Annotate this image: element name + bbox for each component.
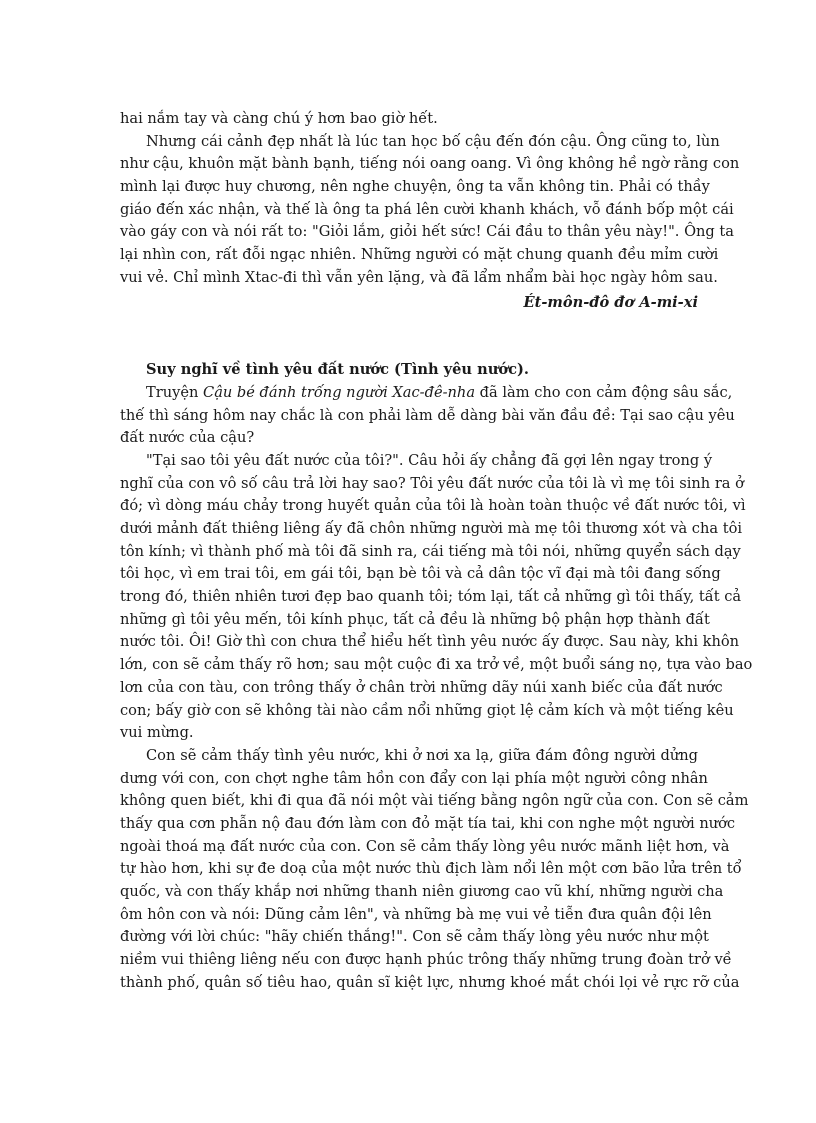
p5-line: quốc, và con thấy khắp nơi những thanh niên giương cao vũ khí, những người cha: [120, 883, 724, 901]
p5-line: đường với lời chúc: "hãy chiến thắng!". Con sẽ cảm thấy lòng yêu nước như một: [120, 928, 709, 946]
p4-line: dưới mảnh đất thiêng liêng ấy đã chôn những người mà mẹ tôi thương xót và cha tôi: [120, 520, 743, 538]
story-title: Cậu bé đánh trống người Xac-đê-nha: [203, 383, 476, 401]
p5-line: không quen biết, khi đi qua đã nói một vài tiếng bằng ngôn ngữ của con. Con sẽ cảm: [120, 792, 749, 810]
p2-line: lại nhìn con, rất đỗi ngạc nhiên. Những người có mặt chung quanh đều mỉm cười: [120, 246, 719, 264]
p1-line: hai nắm tay và càng chú ý hơn bao giờ hết.: [120, 110, 438, 127]
p4-line: "Tại sao tôi yêu đất nước của tôi?". Câu hỏi ấy chẳng đã gợi lên ngay trong ý: [146, 451, 713, 469]
p5-line: thành phố, quân số tiêu hao, quân sĩ kiệt lực, nhưng khoé mắt chói lọi vẻ rực rỡ của: [120, 973, 740, 991]
p4-line: tôi học, vì em trai tôi, em gái tôi, bạn bè tôi và cả dân tộc vĩ đại mà tôi đang sống: [120, 565, 721, 583]
p3-line: thế thì sáng hôm nay chắc là con phải làm dễ dàng bài văn đầu đề: Tại sao cậu yêu: [120, 406, 735, 424]
p5-line: ôm hôn con và nói: Dũng cảm lên", và những bà mẹ vui vẻ tiễn đưa quân đội lên: [120, 905, 712, 923]
p5-line: tự hào hơn, khi sự đe doạ của một nước thù địch làm nổi lên một cơn bão lửa trên tổ: [120, 860, 742, 878]
paragraph-stadium-scene: [120, 131, 740, 290]
p5-line: thấy qua cơn phẫn nộ đau đớn làm con đỏ mặt tía tai, khi con nghe một người nước: [120, 814, 736, 832]
p4-line: nước tôi. Ôi! Giờ thì con chưa thể hiểu hết tình yêu nước ấy được. Sau này, khi khôn: [120, 633, 740, 651]
p2-line: mình lại được huy chương, nên nghe chuyện, ông ta vẫn không tin. Phải có thầy: [120, 178, 710, 196]
p4-line: đó; vì dòng máu chảy trong huyết quản của tôi là hoàn toàn thuộc về đất nước tôi, vì: [120, 497, 746, 515]
p5-line: niềm vui thiêng liêng nếu con được hạnh phúc trông thấy những trung đoàn trở về: [120, 951, 732, 969]
p2-line: vào gáy con và nói rất to: "Giỏi lắm, giỏi hết sức! Cái đầu to thân yêu này!". Ông ta: [120, 223, 734, 241]
paragraph-feel-love: [120, 745, 749, 995]
author-signature: Ét-môn-đô đơ A-mi-xi: [523, 293, 698, 311]
p5-line: Con sẽ cảm thấy tình yêu nước, khi ở nơi xa lạ, giữa đám đông người dửng: [146, 746, 698, 764]
p2-line: giáo đến xác nhận, và thế là ông ta phá lên cười khanh khách, vỗ đánh bốp một cái: [120, 200, 734, 218]
p2-line: Nhưng cái cảnh đẹp nhất là lúc tan học bố cậu đến đón cậu. Ông cũng to, lùn: [146, 132, 720, 150]
p4-line: lớn, con sẽ cảm thấy rõ hơn; sau một cuộc đi xa trở về, một buổi sáng nọ, tựa vào bao: [120, 656, 753, 674]
p3-text-pre: Truyện: [146, 383, 204, 401]
p4-line: lơn của con tàu, con trông thấy ở chân trời những dãy núi xanh biếc của đất nước: [120, 678, 723, 696]
p5-line: ngoài thoá mạ đất nước của con. Con sẽ cảm thấy lòng yêu nước mãnh liệt hơn, và: [120, 837, 730, 855]
p2-line: vui vẻ. Chỉ mình Xtac-đi thì vẫn yên lặng, và đã lẩm nhẩm bài học ngày hôm sau.: [120, 268, 718, 286]
p2-line: như cậu, khuôn mặt bành bạnh, tiếng nói oang oang. Vì ông không hề ngờ rằng con: [120, 155, 740, 173]
p4-line: con; bấy giờ con sẽ không tài nào cầm nổi những giọt lệ cảm kích và một tiếng kêu: [120, 701, 734, 719]
p3-line-first: [120, 382, 733, 405]
paragraph-why-love: [120, 450, 753, 745]
document-page: [120, 108, 753, 994]
paragraph-intro: [120, 382, 735, 450]
p5-line: dưng với con, con chợt nghe tâm hồn con đẩy con lại phía một người công nhân: [120, 769, 708, 787]
p4-line: vui mừng.: [120, 724, 194, 742]
p4-line: những gì tôi yêu mến, tôi kính phục, tất cả đều là những bộ phận hợp thành đất: [120, 610, 710, 628]
p4-line: tôn kính; vì thành phố mà tôi đã sinh ra, cái tiếng mà tôi nói, những quyển sách dạy: [120, 542, 741, 560]
p3-text-post: đã làm cho con cảm động sâu sắc,: [475, 383, 733, 401]
p3-line: đất nước của cậu?: [120, 429, 255, 447]
p4-line: trong đó, thiên nhiên tươi đẹp bao quanh tôi; tóm lại, tất cả những gì tôi thấy, tất cả: [120, 588, 742, 606]
section-heading: Suy nghĩ về tình yêu đất nước (Tình yêu nước).: [146, 361, 529, 379]
p4-line: nghĩ của con vô số câu trả lời hay sao? Tôi yêu đất nước của tôi là vì mẹ tôi sinh ra ở: [120, 474, 744, 492]
